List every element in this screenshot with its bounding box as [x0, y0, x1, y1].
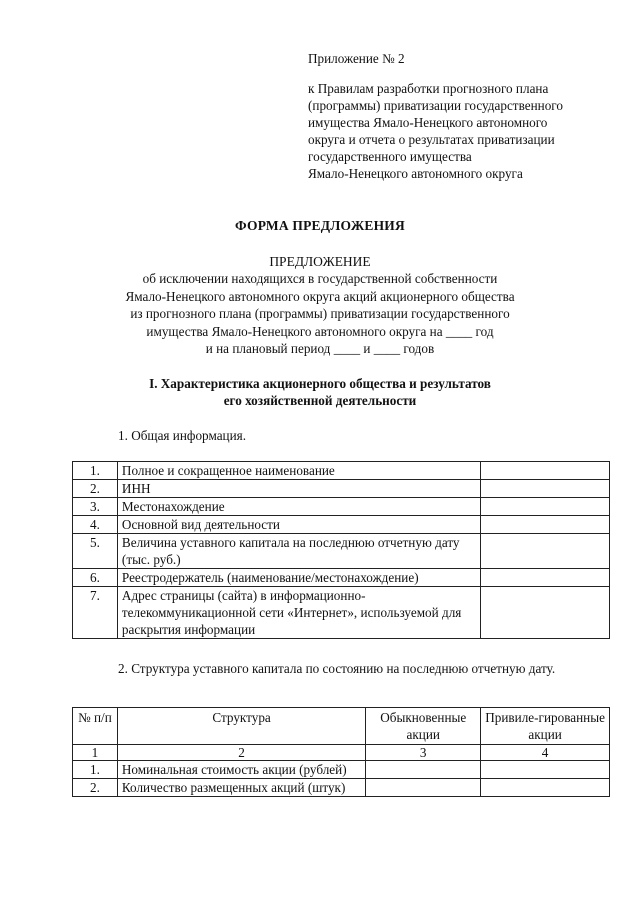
proposal-line: имущества Ямало-Ненецкого автономного округа на ____ год — [146, 323, 494, 339]
row-number: 6. — [73, 569, 118, 587]
proposal-line: и на плановый период ____ и ____ годов — [205, 341, 435, 357]
proposal-heading-block — [80, 253, 560, 357]
appendix-header — [308, 50, 608, 182]
table-row — [73, 462, 610, 480]
row-value-cell[interactable] — [481, 587, 610, 639]
table-row — [73, 516, 610, 534]
proposal-line: из прогнозного плана (программы) приватизации государственного — [130, 306, 510, 322]
row-number: 4. — [73, 516, 118, 534]
capital-structure-table — [72, 707, 610, 797]
table-row — [73, 779, 610, 797]
row-value-cell[interactable] — [481, 462, 610, 480]
row-label: Количество размещенных акций (штук) — [117, 779, 365, 797]
row-label: Местонахождение — [117, 498, 480, 516]
column-index: 1 — [73, 745, 118, 761]
section-title — [80, 375, 560, 409]
row-label: Адрес страницы (сайта) в информационно-телекоммуникационной сети «Интернет», используемой для раскрытия информации — [117, 587, 480, 639]
column-index: 4 — [481, 745, 610, 761]
row-number: 3. — [73, 498, 118, 516]
proposal-line: Ямало-Ненецкого автономного округа акций акционерного общества — [125, 288, 515, 304]
general-info-table — [72, 461, 610, 639]
section-title-line: его хозяйственной деятельности — [223, 393, 417, 408]
column-index: 3 — [366, 745, 481, 761]
column-header-number: № п/п — [73, 708, 118, 745]
row-label: Полное и сокращенное наименование — [117, 462, 480, 480]
row-label: ИНН — [117, 480, 480, 498]
table-row — [73, 761, 610, 779]
table-row — [73, 587, 610, 639]
column-header-ordinary: Обыкновенные акции — [366, 708, 481, 745]
appendix-line: к Правилам разработки прогнозного плана — [308, 81, 549, 96]
appendix-line: округа и отчета о результатах приватизации — [308, 132, 555, 147]
section-title-line: I. Характеристика акционерного общества и результатов — [149, 376, 491, 391]
row-number: 7. — [73, 587, 118, 639]
column-header-structure: Структура — [117, 708, 365, 745]
row-number: 5. — [73, 534, 118, 569]
row-label: Реестродержатель (наименование/местонахождение) — [117, 569, 480, 587]
proposal-heading: ПРЕДЛОЖЕНИЕ — [269, 254, 371, 269]
row-preferred-cell[interactable] — [481, 761, 610, 779]
row-value-cell[interactable] — [481, 498, 610, 516]
row-number: 1. — [73, 462, 118, 480]
row-number: 2. — [73, 779, 118, 797]
row-number: 2. — [73, 480, 118, 498]
table-header-row — [73, 708, 610, 745]
appendix-number: Приложение № 2 — [308, 51, 405, 66]
row-preferred-cell[interactable] — [481, 779, 610, 797]
row-label: Величина уставного капитала на последнюю отчетную дату (тыс. руб.) — [117, 534, 480, 569]
row-label: Номинальная стоимость акции (рублей) — [117, 761, 365, 779]
column-header-preferred: Привиле-гированные акции — [481, 708, 610, 745]
appendix-line: (программы) приватизации государственного — [308, 98, 563, 113]
table-row — [73, 480, 610, 498]
column-index: 2 — [117, 745, 365, 761]
table-index-row — [73, 745, 610, 761]
appendix-line: имущества Ямало-Ненецкого автономного — [308, 115, 548, 130]
row-value-cell[interactable] — [481, 480, 610, 498]
proposal-line: об исключении находящихся в государственной собственности — [142, 271, 498, 287]
row-value-cell[interactable] — [481, 534, 610, 569]
row-label: Основной вид деятельности — [117, 516, 480, 534]
row-number: 1. — [73, 761, 118, 779]
form-title: ФОРМА ПРЕДЛОЖЕНИЯ — [235, 218, 405, 233]
table-row — [73, 534, 610, 569]
general-info-heading: 1. Общая информация. — [118, 428, 247, 443]
capital-structure-heading: 2. Структура уставного капитала по состоянию на последнюю отчетную дату. — [118, 661, 556, 676]
row-ordinary-cell[interactable] — [366, 779, 481, 797]
row-value-cell[interactable] — [481, 516, 610, 534]
appendix-line: Ямало-Ненецкого автономного округа — [308, 166, 523, 181]
appendix-line: государственного имущества — [308, 149, 472, 164]
row-value-cell[interactable] — [481, 569, 610, 587]
table-row — [73, 498, 610, 516]
row-ordinary-cell[interactable] — [366, 761, 481, 779]
table-row — [73, 569, 610, 587]
